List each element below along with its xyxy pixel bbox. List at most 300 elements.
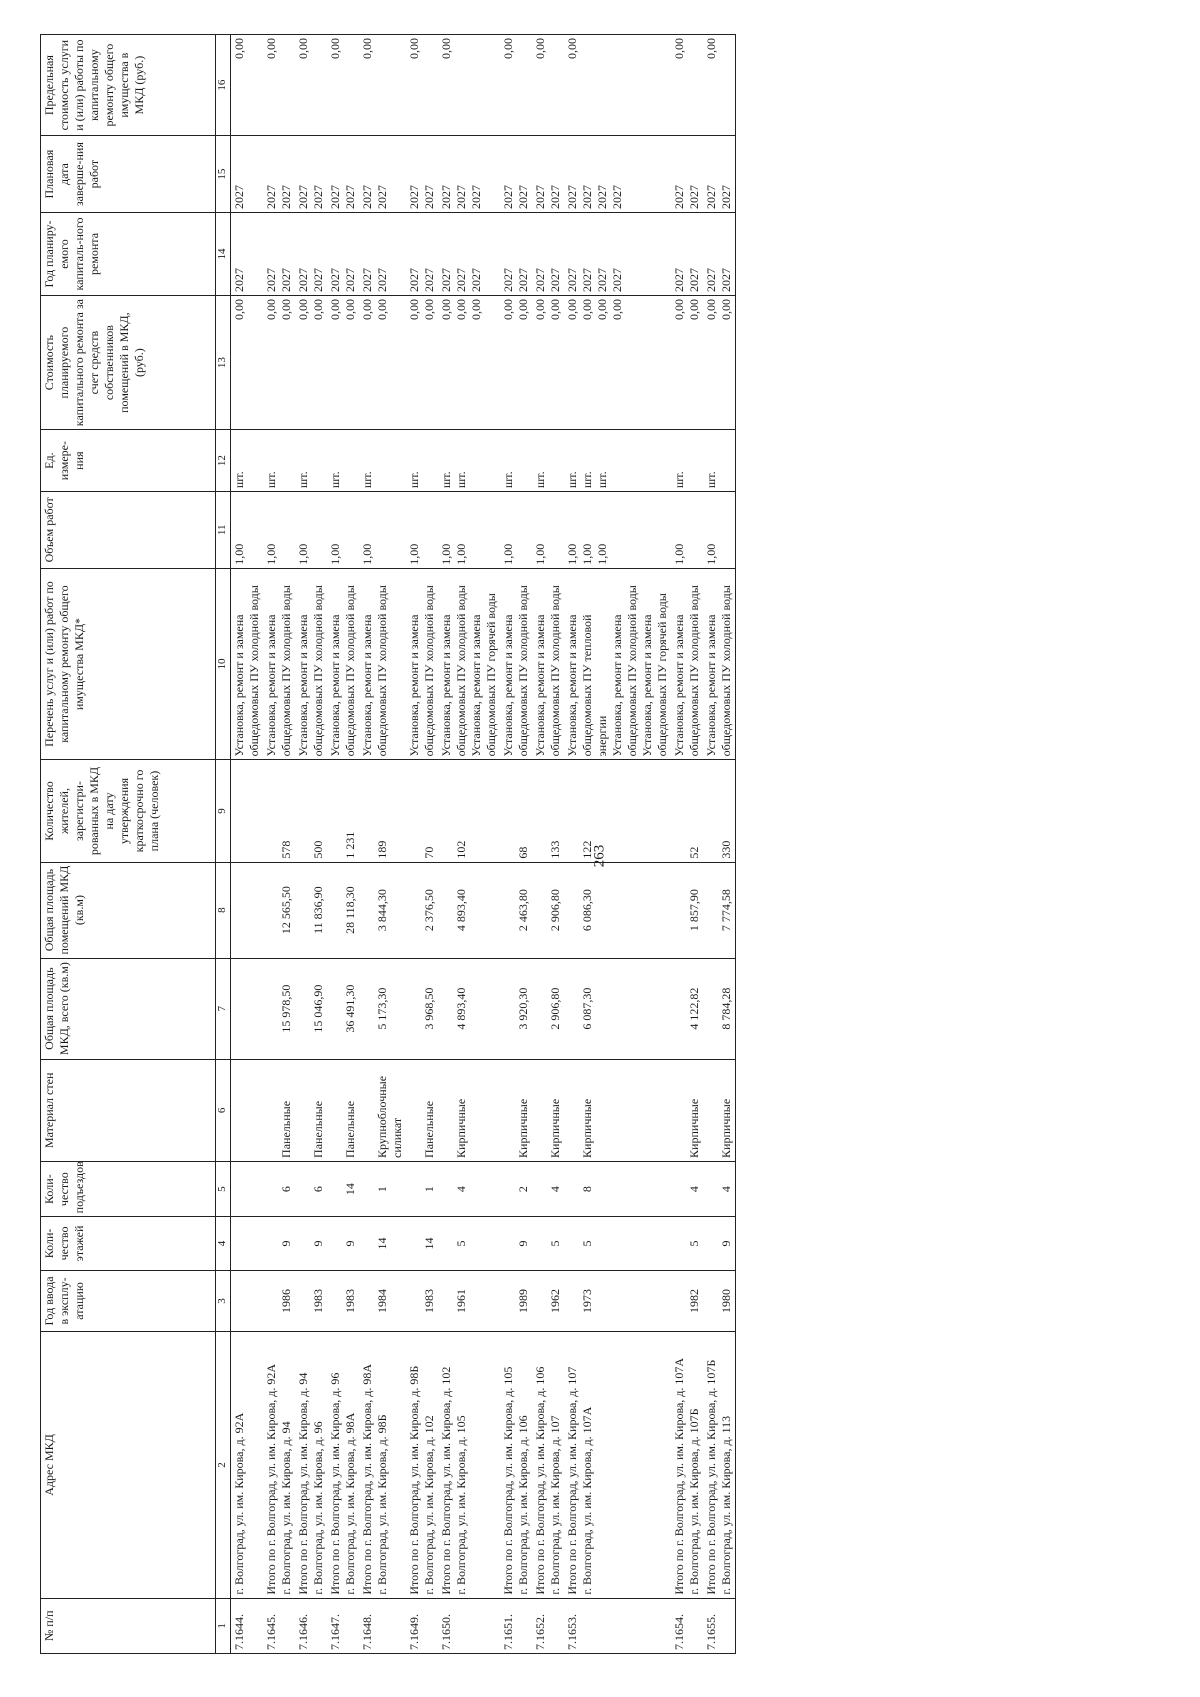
entrances-cell: 4	[671, 1161, 703, 1216]
works-value: Установка, ремонт и замена общедомовых ПУ холодной воды	[439, 585, 468, 757]
cost-cell	[406, 296, 438, 430]
num-cell: 7.1655.	[703, 1598, 736, 1653]
plan-year-value: 2027	[719, 268, 733, 293]
address-cell	[500, 1332, 532, 1598]
column-number: 10	[216, 568, 231, 760]
header-row	[41, 35, 216, 1654]
cost-value: 0,00	[311, 299, 325, 321]
unit-cell	[703, 430, 736, 492]
end-date-cell	[438, 136, 500, 213]
floors-cell: 9	[327, 1217, 359, 1270]
total-area-cell: 3 968,50	[406, 958, 438, 1059]
table-row	[532, 35, 564, 1654]
subtotal-label: Итого по г. Волгоград, ул. им. Кирова, д. 96	[328, 1372, 342, 1595]
header-cell: Общая площадь помещений МКД (кв.м)	[41, 862, 216, 958]
cost-value: 0,00	[516, 299, 530, 321]
wall-material-cell: Панельные	[263, 1059, 295, 1161]
limit-cost-cell: 0,00	[327, 35, 359, 136]
column-number: 7	[216, 958, 231, 1059]
cost-value: 0,00	[533, 299, 547, 321]
entrances-cell: 4	[438, 1161, 500, 1216]
rooms-area-cell: 7 774,58	[703, 862, 736, 958]
header-cell: Объем работ	[41, 492, 216, 569]
cost-value: 0,00	[469, 299, 483, 321]
floors-cell: 9	[263, 1217, 295, 1270]
wall-material-cell: Кирпичные	[438, 1059, 500, 1161]
wall-material-cell: Кирпичные	[671, 1059, 703, 1161]
entrances-cell: 1	[406, 1161, 438, 1216]
cost-value: 0,00	[264, 299, 278, 321]
unit-cell	[327, 430, 359, 492]
entrances-cell: 8	[564, 1161, 671, 1216]
wall-material-cell: Панельные	[406, 1059, 438, 1161]
plan-year-value: 2027	[279, 268, 293, 293]
volume-cell	[532, 492, 564, 569]
end-date-cell	[359, 136, 406, 213]
volume-cell	[231, 492, 264, 569]
cost-value: 0,00	[672, 299, 686, 321]
address-cell	[564, 1332, 671, 1598]
unit-cell	[263, 430, 295, 492]
header-cell: Предельная стоимость услуги и (или) работы по капитальному ремонту общего имущества в МКД (руб.)	[41, 35, 216, 136]
cost-value: 0,00	[439, 299, 453, 321]
address-cell	[703, 1332, 736, 1598]
works-cell	[703, 568, 736, 760]
cost-value: 0,00	[501, 299, 515, 321]
volume-cell	[263, 492, 295, 569]
volume-value: 1,00	[565, 543, 579, 565]
cost-cell	[703, 296, 736, 430]
header-cell: Общая площадь МКД, всего (кв.м)	[41, 958, 216, 1059]
plan-year-value: 2027	[580, 268, 594, 293]
rooms-area-cell: 12 565,50	[263, 862, 295, 958]
floors-cell: 9	[703, 1217, 736, 1270]
year-cell: 1973	[564, 1270, 671, 1332]
end-date-value: 2027	[533, 184, 547, 209]
header-cell: Коли-чество подъездов	[41, 1161, 216, 1216]
year-cell: 1986	[263, 1270, 295, 1332]
works-value: Установка, ремонт и замена общедомовых ПУ холодной воды	[232, 585, 261, 757]
works-value: Установка, ремонт и замена общедомовых ПУ холодной воды	[533, 585, 562, 757]
works-value: Установка, ремонт и замена общедомовых ПУ горячей воды	[469, 593, 498, 757]
end-date-value: 2027	[501, 184, 515, 209]
floors-cell: 14	[359, 1217, 406, 1270]
wall-material-cell: Кирпичные	[500, 1059, 532, 1161]
column-number: 11	[216, 492, 231, 569]
total-area-cell: 6 087,30	[564, 958, 671, 1059]
works-cell	[231, 568, 264, 760]
works-cell	[295, 568, 327, 760]
cost-value: 0,00	[610, 299, 624, 321]
subtotal-label: Итого по г. Волгоград, ул. им. Кирова, д. 107Б	[704, 1359, 718, 1595]
plan-year-cell	[438, 212, 500, 295]
table-row	[500, 35, 532, 1654]
table-row	[438, 35, 500, 1654]
limit-cost-cell: 0,00	[263, 35, 295, 136]
limit-cost-cell: 0,00	[406, 35, 438, 136]
unit-cell	[671, 430, 703, 492]
rooms-area-cell: 2 463,80	[500, 862, 532, 958]
column-number: 1	[216, 1598, 231, 1653]
works-cell	[263, 568, 295, 760]
floors-cell: 5	[671, 1217, 703, 1270]
cost-cell	[231, 296, 264, 430]
subtotal-label: Итого по г. Волгоград, ул. им. Кирова, д. 102	[439, 1366, 453, 1595]
column-number: 8	[216, 862, 231, 958]
unit-value: шт.	[328, 471, 342, 488]
num-cell: 7.1644.	[231, 1598, 264, 1653]
plan-year-value: 2027	[360, 268, 374, 293]
num-cell: 7.1646.	[295, 1598, 327, 1653]
address-text: г. Волгоград, ул. им. Кирова, д. 107	[548, 1415, 562, 1595]
total-area-cell: 8 784,28	[703, 958, 736, 1059]
limit-cost-cell: 0,00	[703, 35, 736, 136]
volume-value: 1,00	[360, 543, 374, 565]
address-cell	[295, 1332, 327, 1598]
volume-cell	[438, 492, 500, 569]
cost-value: 0,00	[580, 299, 594, 321]
end-date-value: 2027	[704, 184, 718, 209]
limit-cost-cell: 0,00	[295, 35, 327, 136]
volume-value: 1,00	[232, 543, 246, 565]
volume-cell	[500, 492, 532, 569]
cost-cell	[327, 296, 359, 430]
volume-cell	[671, 492, 703, 569]
address-text: г. Волгоград, ул. им. Кирова, д. 102	[422, 1415, 436, 1595]
end-date-value: 2027	[454, 184, 468, 209]
end-date-value: 2027	[375, 184, 389, 209]
residents-cell: 133	[532, 760, 564, 862]
unit-value: шт.	[360, 471, 374, 488]
end-date-value: 2027	[360, 184, 374, 209]
end-date-value: 2027	[232, 184, 246, 209]
header-cell: Год планиру-емого капиталь-ного ремонта	[41, 212, 216, 295]
address-text: г. Волгоград, ул. им. Кирова, д. 107А	[580, 1406, 594, 1595]
entrances-cell: 1	[359, 1161, 406, 1216]
works-cell	[359, 568, 406, 760]
column-number: 16	[216, 35, 231, 136]
cost-cell	[532, 296, 564, 430]
total-area-cell: 2 906,80	[532, 958, 564, 1059]
year-cell: 1982	[671, 1270, 703, 1332]
volume-value: 1,00	[501, 543, 515, 565]
table-body	[231, 35, 736, 1654]
table-row	[406, 35, 438, 1654]
repair-plan-table	[40, 34, 736, 1654]
header-cell: Коли-чество этажей	[41, 1217, 216, 1270]
column-number: 4	[216, 1217, 231, 1270]
table-row	[671, 35, 703, 1654]
unit-value: шт.	[595, 471, 609, 488]
limit-cost-cell: 0,00	[564, 35, 671, 136]
cost-value: 0,00	[375, 299, 389, 321]
unit-value: шт.	[565, 471, 579, 488]
cost-value: 0,00	[719, 299, 733, 321]
num-cell: 7.1654.	[671, 1598, 703, 1653]
cost-cell	[671, 296, 703, 430]
cost-value: 0,00	[595, 299, 609, 321]
subtotal-label: Итого по г. Волгоград, ул. им. Кирова, д. 98Б	[407, 1365, 421, 1595]
wall-material-cell: Кирпичные	[532, 1059, 564, 1161]
wall-material-cell: Крупноблочные силикат	[359, 1059, 406, 1161]
plan-year-value: 2027	[439, 268, 453, 293]
volume-value: 1,00	[672, 543, 686, 565]
end-date-cell	[500, 136, 532, 213]
header-cell: Плановая дата заверше-ния работ	[41, 136, 216, 213]
end-date-value: 2027	[296, 184, 310, 209]
unit-cell	[295, 430, 327, 492]
total-area-cell: 4 893,40	[438, 958, 500, 1059]
works-value: Установка, ремонт и замена общедомовых ПУ холодной воды	[296, 585, 325, 757]
works-value: Установка, ремонт и замена общедомовых ПУ холодной воды	[501, 585, 530, 757]
end-date-value: 2027	[516, 184, 530, 209]
wall-material-cell: Панельные	[327, 1059, 359, 1161]
wall-material-cell: Панельные	[295, 1059, 327, 1161]
column-number: 14	[216, 212, 231, 295]
cost-cell	[263, 296, 295, 430]
year-cell: 1983	[406, 1270, 438, 1332]
works-cell	[406, 568, 438, 760]
works-cell	[671, 568, 703, 760]
address-cell	[671, 1332, 703, 1598]
column-number-row	[216, 35, 231, 1654]
volume-cell	[295, 492, 327, 569]
residents-cell	[231, 760, 264, 862]
unit-cell	[564, 430, 671, 492]
year-cell: 1983	[295, 1270, 327, 1332]
cost-value: 0,00	[296, 299, 310, 321]
end-date-cell	[564, 136, 671, 213]
plan-year-value: 2027	[687, 268, 701, 293]
page-number: 263	[591, 844, 608, 868]
end-date-value: 2027	[580, 184, 594, 209]
plan-year-cell	[671, 212, 703, 295]
unit-value: шт.	[264, 471, 278, 488]
unit-value: шт.	[580, 471, 594, 488]
subtotal-label: Итого по г. Волгоград, ул. им. Кирова, д. 98А	[360, 1363, 374, 1595]
address-cell	[438, 1332, 500, 1598]
plan-year-cell	[532, 212, 564, 295]
residents-cell: 500	[295, 760, 327, 862]
limit-cost-cell: 0,00	[532, 35, 564, 136]
cost-value: 0,00	[232, 299, 246, 321]
plan-year-value: 2027	[454, 268, 468, 293]
address-cell	[327, 1332, 359, 1598]
unit-value: шт.	[407, 471, 421, 488]
cost-cell	[500, 296, 532, 430]
plan-year-value: 2027	[595, 268, 609, 293]
end-date-value: 2027	[328, 184, 342, 209]
unit-cell	[532, 430, 564, 492]
rooms-area-cell: 1 857,90	[671, 862, 703, 958]
num-cell: 7.1647.	[327, 1598, 359, 1653]
end-date-value: 2027	[469, 184, 483, 209]
plan-year-value: 2027	[469, 268, 483, 293]
cost-value: 0,00	[704, 299, 718, 321]
residents-cell: 330	[703, 760, 736, 862]
works-value: Установка, ремонт и замена общедомовых ПУ холодной воды	[328, 585, 357, 757]
total-area-cell: 3 920,30	[500, 958, 532, 1059]
table-row	[231, 35, 264, 1654]
cost-cell	[564, 296, 671, 430]
table-row	[327, 35, 359, 1654]
volume-cell	[359, 492, 406, 569]
unit-cell	[406, 430, 438, 492]
floors-cell: 5	[532, 1217, 564, 1270]
volume-cell	[703, 492, 736, 569]
address-text: г. Волгоград, ул. им. Кирова, д. 98Б	[375, 1414, 389, 1595]
works-value: Установка, ремонт и замена общедомовых ПУ холодной воды	[610, 585, 639, 757]
plan-year-cell	[295, 212, 327, 295]
end-date-value: 2027	[422, 184, 436, 209]
subtotal-label: Итого по г. Волгоград, ул. им. Кирова, д. 105	[501, 1366, 515, 1595]
year-cell: 1962	[532, 1270, 564, 1332]
residents-cell: 102	[438, 760, 500, 862]
cost-value: 0,00	[454, 299, 468, 321]
end-date-value: 2027	[595, 184, 609, 209]
works-cell	[532, 568, 564, 760]
cost-value: 0,00	[687, 299, 701, 321]
unit-value: шт.	[672, 471, 686, 488]
header-cell: Ед. измере-ния	[41, 430, 216, 492]
entrances-cell	[231, 1161, 264, 1216]
cost-cell	[438, 296, 500, 430]
num-cell: 7.1651.	[500, 1598, 532, 1653]
end-date-value: 2027	[311, 184, 325, 209]
plan-year-cell	[500, 212, 532, 295]
end-date-cell	[671, 136, 703, 213]
volume-cell	[406, 492, 438, 569]
end-date-value: 2027	[610, 184, 624, 209]
cost-value: 0,00	[407, 299, 421, 321]
unit-value: шт.	[501, 471, 515, 488]
works-value: Установка, ремонт и замена общедомовых ПУ холодной воды	[264, 585, 293, 757]
column-number: 9	[216, 760, 231, 862]
cost-value: 0,00	[422, 299, 436, 321]
volume-value: 1,00	[595, 543, 609, 565]
wall-material-cell: Кирпичные	[564, 1059, 671, 1161]
rooms-area-cell: 4 893,40	[438, 862, 500, 958]
subtotal-label: Итого по г. Волгоград, ул. им. Кирова, д. 107	[565, 1366, 579, 1595]
works-value: Установка, ремонт и замена общедомовых ПУ холодной воды	[704, 585, 733, 757]
year-cell: 1983	[327, 1270, 359, 1332]
residents-cell: 70	[406, 760, 438, 862]
plan-year-value: 2027	[516, 268, 530, 293]
plan-year-value: 2027	[610, 268, 624, 293]
column-number: 13	[216, 296, 231, 430]
year-cell	[231, 1270, 264, 1332]
end-date-value: 2027	[565, 184, 579, 209]
num-cell: 7.1653.	[564, 1598, 671, 1653]
subtotal-label: Итого по г. Волгоград, ул. им. Кирова, д. 92А	[264, 1363, 278, 1595]
plan-year-cell	[263, 212, 295, 295]
header-cell: Стоимость планируемого капитального ремонта за счет средств собственников помещений в МКД, (руб.)	[41, 296, 216, 430]
column-number: 2	[216, 1332, 231, 1598]
column-number: 5	[216, 1161, 231, 1216]
plan-year-cell	[703, 212, 736, 295]
header-cell: Количество жителей, зарегистри-рованных в МКД на дату утверждения краткосрочно го плана (человек)	[41, 760, 216, 862]
end-date-cell	[327, 136, 359, 213]
address-text: г. Волгоград, ул. им. Кирова, д. 106	[516, 1415, 530, 1595]
plan-year-value: 2027	[704, 268, 718, 293]
address-text: г. Волгоград, ул. им. Кирова, д. 105	[454, 1415, 468, 1595]
end-date-value: 2027	[687, 184, 701, 209]
rooms-area-cell	[231, 862, 264, 958]
table-row	[295, 35, 327, 1654]
column-number: 6	[216, 1059, 231, 1161]
end-date-value: 2027	[548, 184, 562, 209]
header-cell: Материал стен	[41, 1059, 216, 1161]
end-date-value: 2027	[407, 184, 421, 209]
address-text: г. Волгоград, ул. им. Кирова, д. 98А	[343, 1412, 357, 1595]
subtotal-label: Итого по г. Волгоград, ул. им. Кирова, д. 107А	[672, 1357, 686, 1595]
rooms-area-cell: 11 836,90	[295, 862, 327, 958]
entrances-cell: 6	[263, 1161, 295, 1216]
end-date-value: 2027	[264, 184, 278, 209]
year-cell: 1980	[703, 1270, 736, 1332]
unit-cell	[500, 430, 532, 492]
floors-cell: 9	[295, 1217, 327, 1270]
unit-value: шт.	[704, 471, 718, 488]
end-date-value: 2027	[343, 184, 357, 209]
limit-cost-cell: 0,00	[359, 35, 406, 136]
plan-year-value: 2027	[533, 268, 547, 293]
works-cell	[564, 568, 671, 760]
end-date-cell	[263, 136, 295, 213]
unit-value: шт.	[439, 471, 453, 488]
unit-value: шт.	[232, 471, 246, 488]
column-number: 3	[216, 1270, 231, 1332]
column-number: 12	[216, 430, 231, 492]
rooms-area-cell: 6 086,30	[564, 862, 671, 958]
cost-cell	[359, 296, 406, 430]
cost-value: 0,00	[279, 299, 293, 321]
end-date-cell	[231, 136, 264, 213]
plan-year-value: 2027	[311, 268, 325, 293]
address-cell	[231, 1332, 264, 1598]
plan-year-value: 2027	[672, 268, 686, 293]
plan-year-cell	[231, 212, 264, 295]
works-value: Установка, ремонт и замена общедомовых ПУ холодной воды	[407, 585, 436, 757]
address-text: г. Волгоград, ул. им. Кирова, д. 92А	[232, 1412, 246, 1595]
works-cell	[327, 568, 359, 760]
residents-cell: 68	[500, 760, 532, 862]
plan-year-value: 2027	[328, 268, 342, 293]
column-number: 15	[216, 136, 231, 213]
num-cell: 7.1648.	[359, 1598, 406, 1653]
unit-value: шт.	[533, 471, 547, 488]
header-cell: Год ввода в эксплу-атацию	[41, 1270, 216, 1332]
unit-value: шт.	[454, 471, 468, 488]
plan-year-value: 2027	[501, 268, 515, 293]
cost-value: 0,00	[343, 299, 357, 321]
volume-value: 1,00	[533, 543, 547, 565]
cost-cell	[295, 296, 327, 430]
wall-material-cell	[231, 1059, 264, 1161]
works-value: Установка, ремонт и замена общедомовых ПУ горячей воды	[640, 593, 669, 757]
year-cell: 1989	[500, 1270, 532, 1332]
entrances-cell: 4	[532, 1161, 564, 1216]
volume-value: 1,00	[296, 543, 310, 565]
residents-cell: 122	[564, 760, 671, 862]
plan-year-value: 2027	[343, 268, 357, 293]
num-cell: 7.1645.	[263, 1598, 295, 1653]
limit-cost-cell: 0,00	[231, 35, 264, 136]
cost-value: 0,00	[548, 299, 562, 321]
volume-value: 1,00	[407, 543, 421, 565]
entrances-cell: 6	[295, 1161, 327, 1216]
unit-value: шт.	[296, 471, 310, 488]
